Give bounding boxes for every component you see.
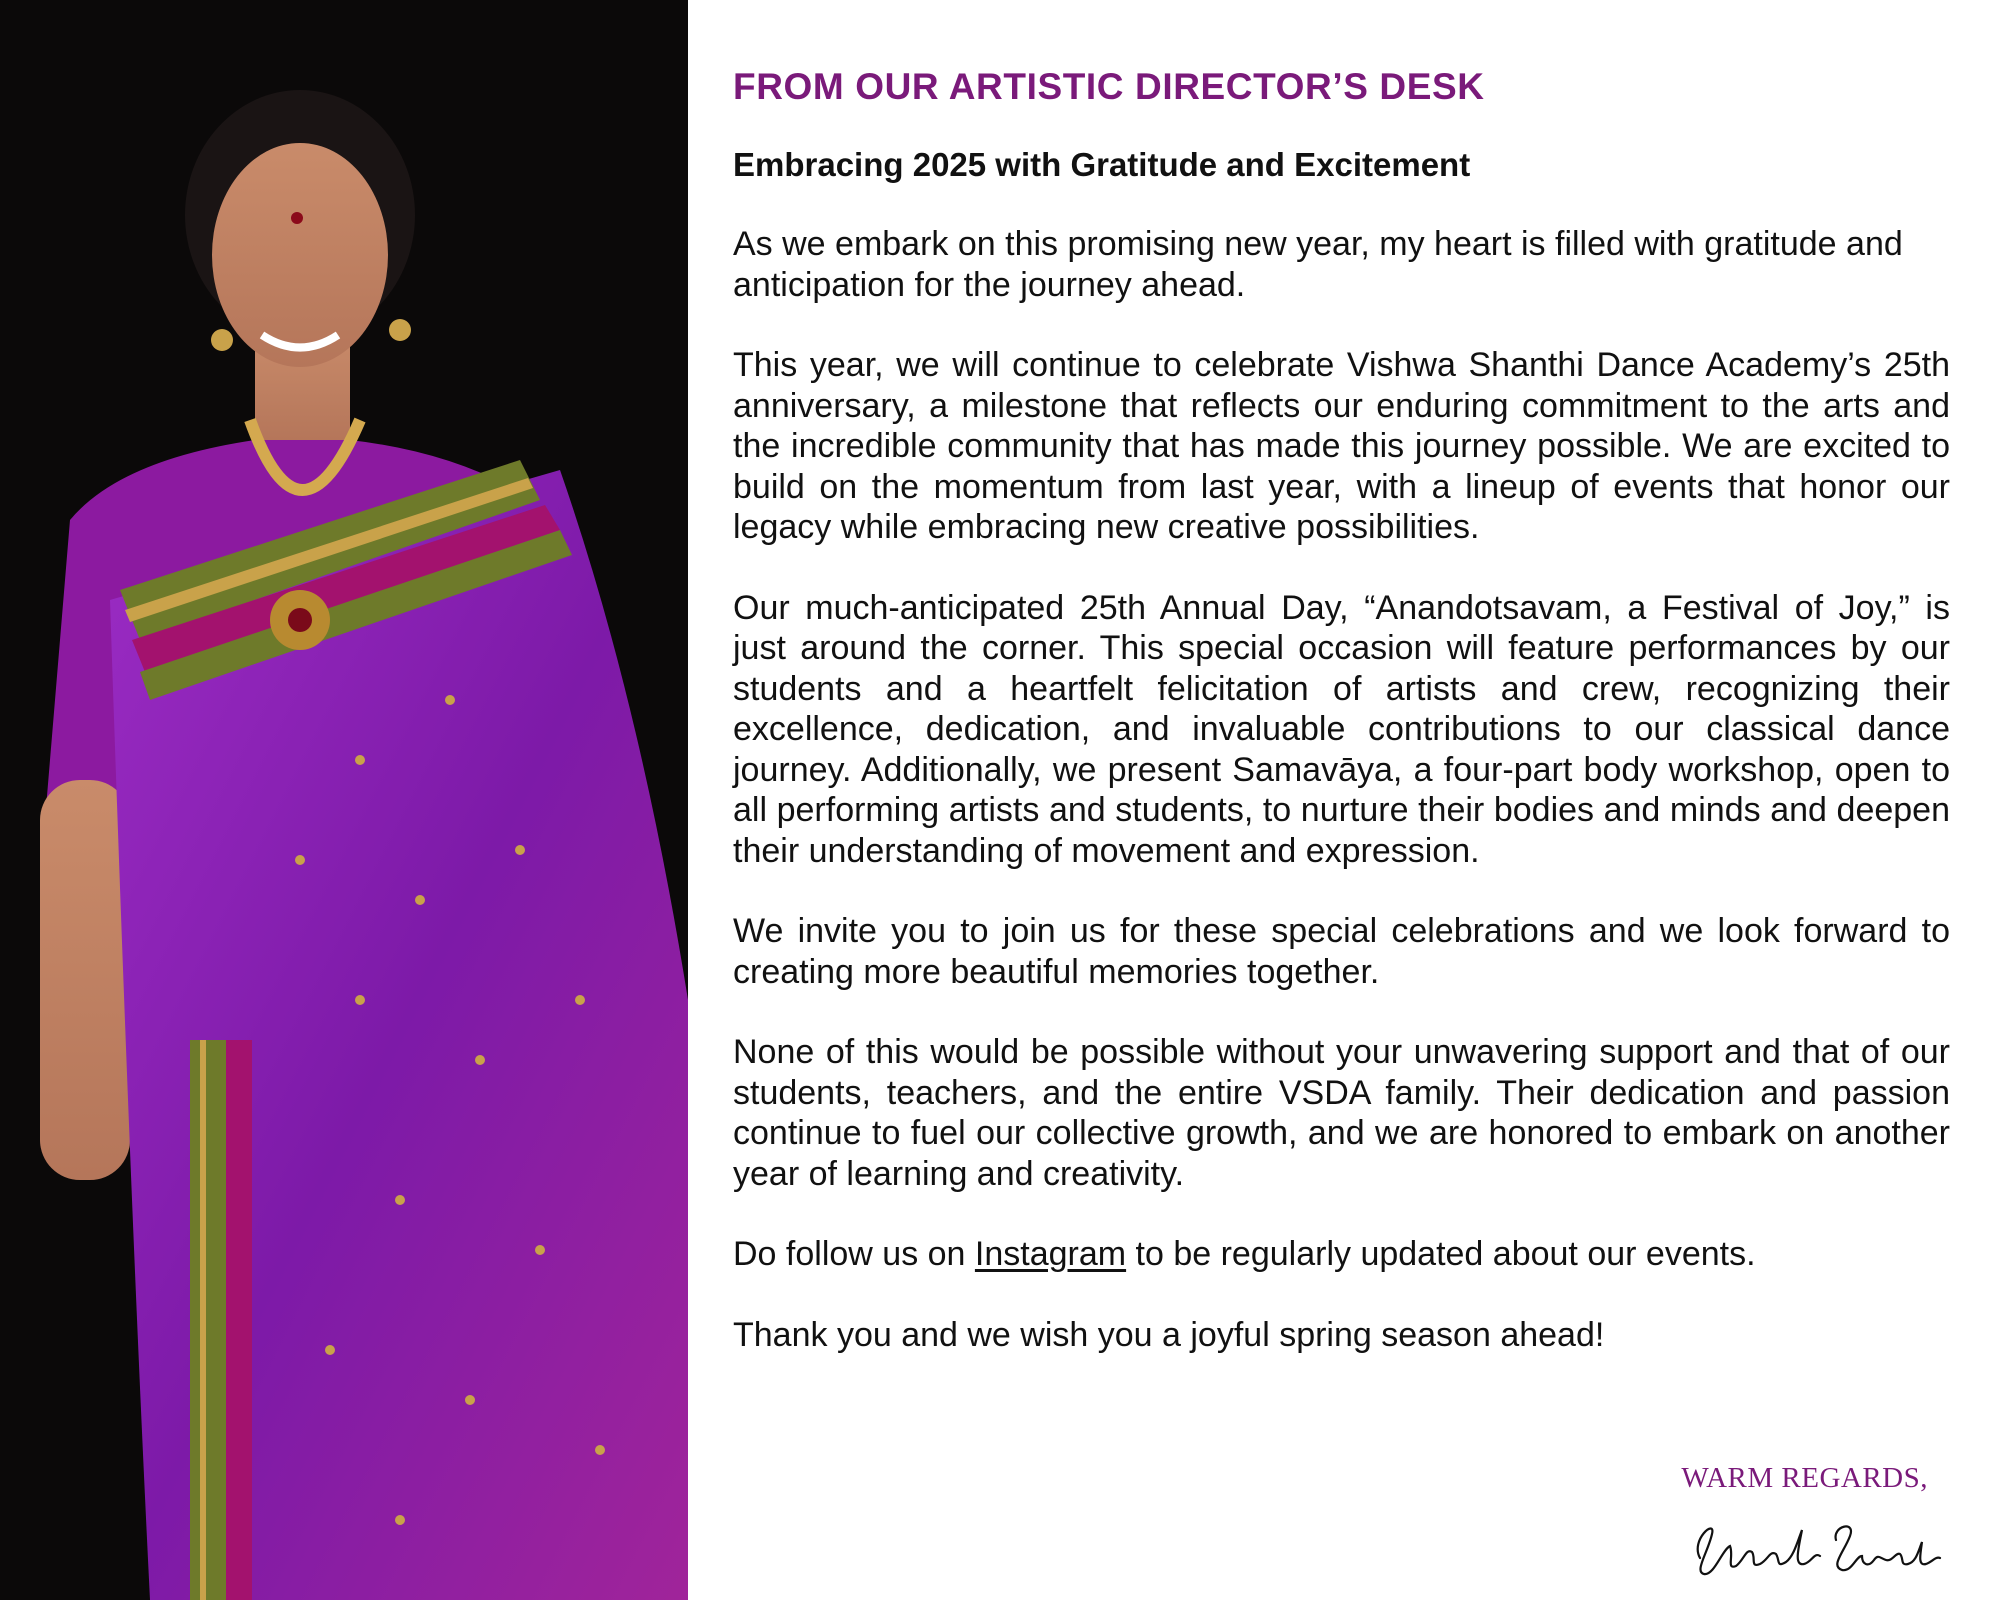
director-portrait-photo	[0, 0, 688, 1600]
letter-subheading: Embracing 2025 with Gratitude and Excitement	[733, 146, 1471, 183]
instagram-link[interactable]: Instagram	[974, 1235, 1127, 1273]
letter-body	[733, 224, 1950, 1395]
portrait-illustration	[0, 0, 688, 1600]
follow-text-after: to be regularly updated about our events.	[1126, 1235, 1756, 1273]
paragraph-anniversary: This year, we will continue to celebrate Vishwa Shanthi Dance Academy’s 25th anniversary, a milestone that reflects our enduring commitment to the arts and the incredible community that has made this journey possible. We are excited to build on the momentum from last year, with a lineup of events that honor our legacy while embracing new creative possibilities.	[733, 346, 1950, 546]
paragraph-invitation: We invite you to join us for these special celebrations and we look forward to creating more beautiful memories together.	[733, 912, 1950, 991]
letter-content	[733, 0, 1950, 1600]
paragraph-annual-day: Our much-anticipated 25th Annual Day, “Anandotsavam, a Festival of Joy,” is just around the corner. This special occasion will feature performances by our students and a heartfelt felicitation of artists and crew, recognizing their excellence, dedication, and invaluable contributions to our classical dance journey. Additionally, we present Samavāya, a four-part body workshop, open to all performing artists and students, to nurture their bodies and minds and deepen their understanding of movement and expression.	[733, 588, 1950, 870]
paragraph-thanks-community: None of this would be possible without your unwavering support and that of our students, teachers, and the entire VSDA family. Their dedication and passion continue to fuel our collective growth, and we are honored to embark on another year of learning and creativity.	[733, 1033, 1950, 1193]
paragraph-intro: As we embark on this promising new year, my heart is filled with gratitude and anticipation for the journey ahead.	[733, 225, 1903, 304]
paragraph-follow	[733, 1234, 1950, 1275]
follow-text-before: Do follow us on	[733, 1235, 975, 1273]
signoff-label: WARM REGARDS,	[1681, 1462, 1928, 1494]
paragraph-closing: Thank you and we wish you a joyful spring season ahead!	[733, 1315, 1605, 1354]
handwritten-signature	[1686, 1500, 1946, 1584]
section-heading: FROM OUR ARTISTIC DIRECTOR’S DESK	[733, 66, 1485, 107]
